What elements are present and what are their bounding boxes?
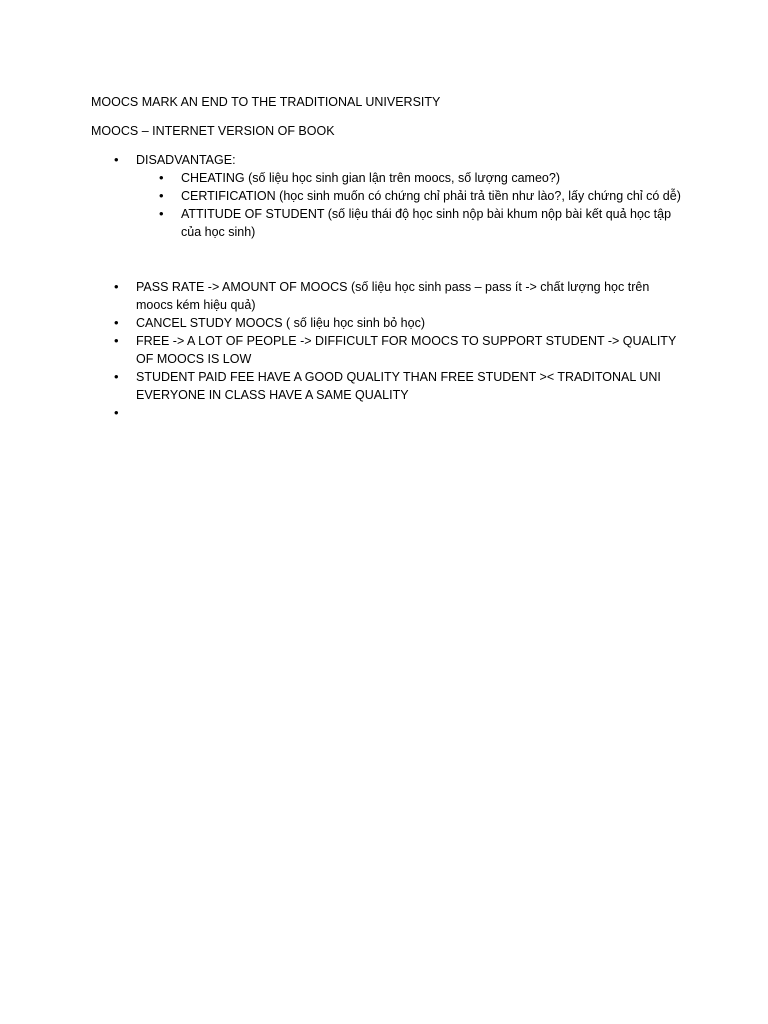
bullet-icon: • <box>114 369 119 384</box>
list-item-text: PASS RATE -> AMOUNT OF MOOCS (số liệu học sinh pass – pass ít -> chất lượng học trên moocs kém hiệu quả) <box>136 280 650 312</box>
list-item-text: CHEATING (số liệu học sinh gian lận trên moocs, số lượng cameo?) <box>181 171 560 185</box>
bullet-icon: • <box>114 333 119 348</box>
bullet-icon: • <box>114 405 119 420</box>
bullet-icon: • <box>159 206 164 221</box>
list-item <box>0 314 681 332</box>
list-item-text: STUDENT PAID FEE HAVE A GOOD QUALITY THAN FREE STUDENT >< TRADITONAL UNI EVERYONE IN CLASS HAVE A SAME QUALITY <box>136 370 661 402</box>
list-item <box>0 368 681 404</box>
document-subtitle: MOOCS – INTERNET VERSION OF BOOK <box>91 124 335 138</box>
bullet-icon: • <box>114 315 119 330</box>
list-item-disadvantage <box>0 151 681 169</box>
list-item <box>0 332 681 368</box>
sub-list-item <box>0 187 681 205</box>
bullet-icon: • <box>159 170 164 185</box>
document-title: MOOCS MARK AN END TO THE TRADITIONAL UNIVERSITY <box>91 95 441 109</box>
sub-list-item <box>0 169 681 187</box>
list-item <box>0 278 681 314</box>
list-item-text: DISADVANTAGE: <box>136 153 236 167</box>
list-item-text: ATTITUDE OF STUDENT (số liệu thái độ học sinh nộp bài khum nộp bài kết quả học tập của học sinh) <box>181 207 672 239</box>
list-item-text: FREE -> A LOT OF PEOPLE -> DIFFICULT FOR MOOCS TO SUPPORT STUDENT -> QUALITY OF MOOCS IS LOW <box>136 334 677 366</box>
bullet-icon: • <box>114 279 119 294</box>
list-item-text: CERTIFICATION (học sinh muốn có chứng chỉ phải trả tiền như lào?, lấy chứng chỉ có dễ) <box>181 189 681 203</box>
sub-list-item <box>0 205 681 241</box>
list-item-empty <box>0 404 681 422</box>
bullet-icon: • <box>114 152 119 167</box>
paragraph-gap <box>0 241 768 278</box>
bullet-icon: • <box>159 188 164 203</box>
list-item-text: CANCEL STUDY MOOCS ( số liệu học sinh bỏ học) <box>136 316 425 330</box>
bullet-outline <box>0 151 768 422</box>
